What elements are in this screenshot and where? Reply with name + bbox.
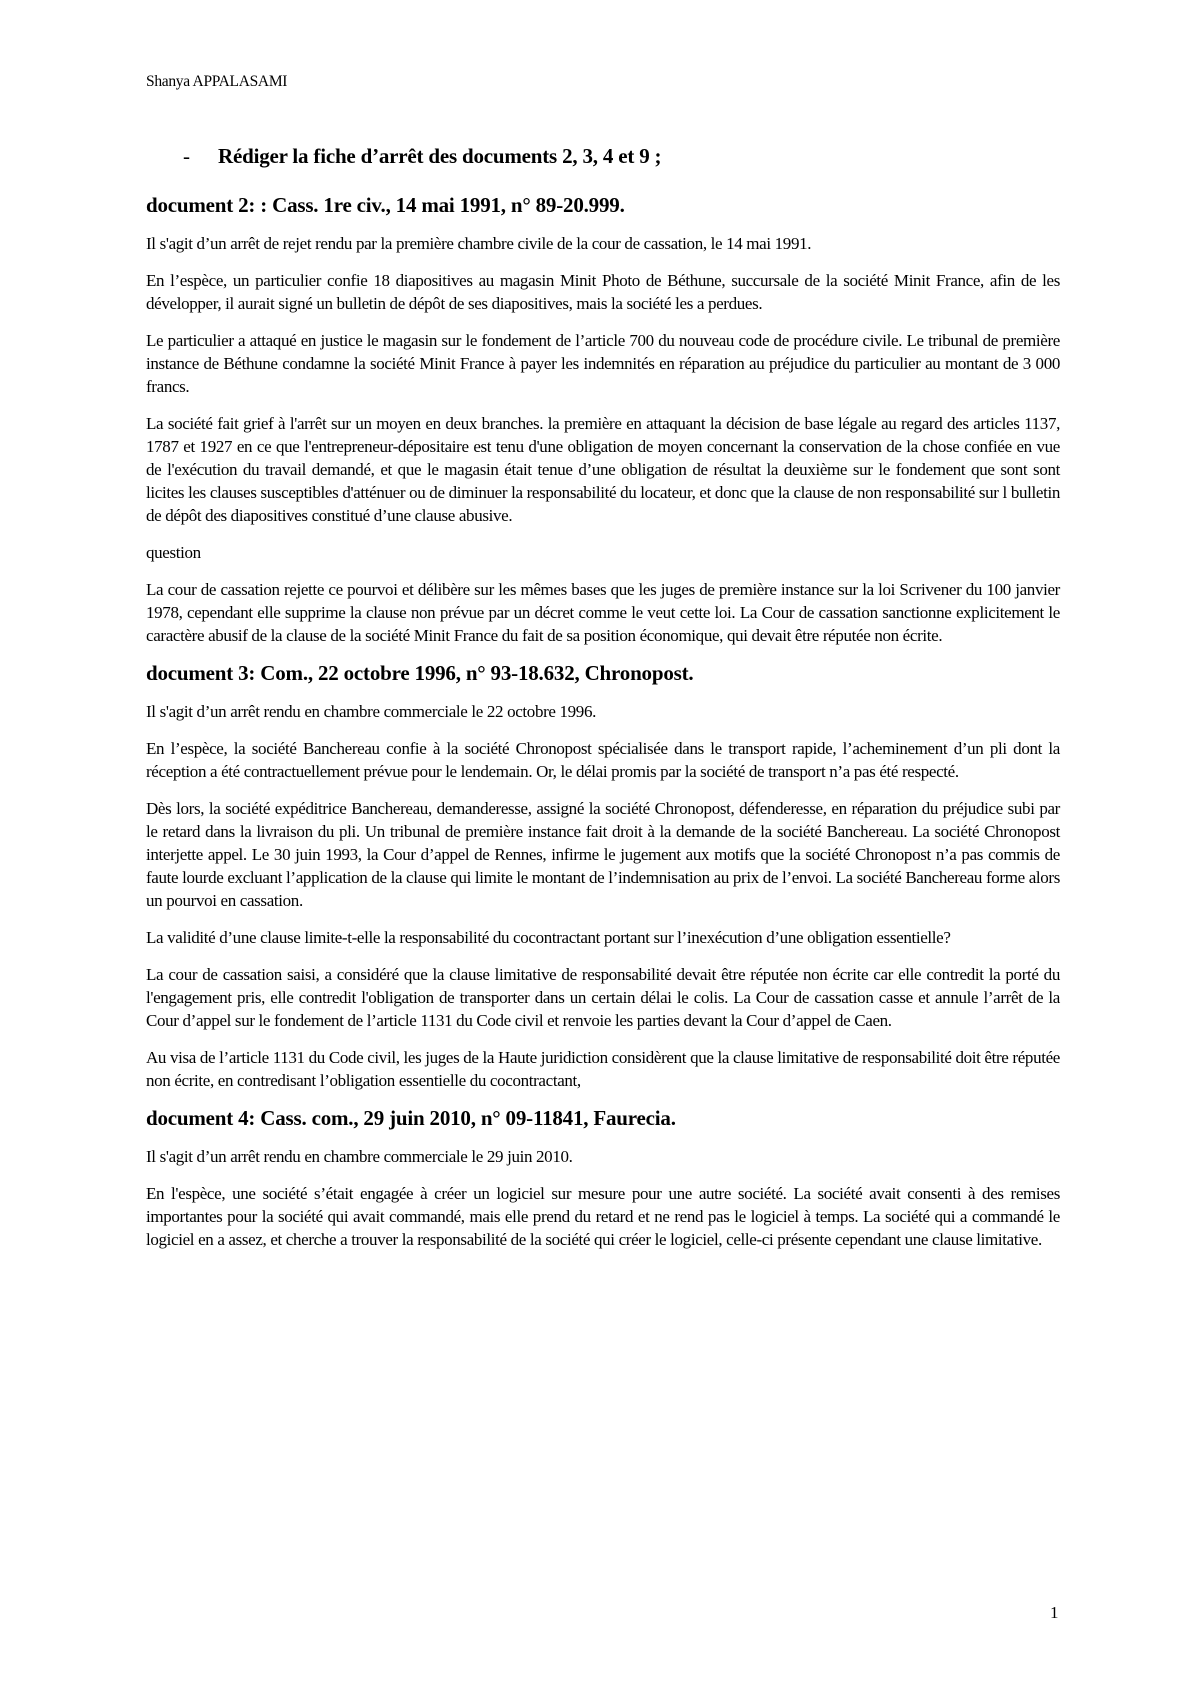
list-dash: - — [183, 144, 190, 168]
author-name: Shanya APPALASAMI — [146, 73, 288, 90]
paragraph: La cour de cassation saisi, a considéré que la clause limitative de responsabilité devait être réputée non écrite car elle contredit la porté du l'engagement pris, elle contredit l'obligation de transporter dans un certain délai le colis. La Cour de cassation casse et annule l’arrêt de la Cour d’appel sur le fondement de l’article 1131 du Code civil et renvoie les parties devant la Cour d’appel de Caen. — [146, 965, 1060, 1030]
paragraph: Il s'agit d’un arrêt rendu en chambre commerciale le 29 juin 2010. — [146, 1147, 573, 1166]
document-3-section — [146, 661, 1060, 1092]
task-label: Rédiger la fiche d’arrêt des documents 2, 3, 4 et 9 ; — [218, 144, 662, 168]
document-4-section — [146, 1106, 1060, 1251]
document-2-section — [146, 193, 1060, 647]
paragraph: Dès lors, la société expéditrice Banchereau, demanderesse, assigné la société Chronopost, défenderesse, en réparation du préjudice subi par le retard dans la livraison du pli. Un tribunal de première instance fait droit à la demande de la société Banchereau. La société Chronopost interjette appel. Le 30 juin 1993, la Cour d’appel de Rennes, infirme le jugement aux motifs que la société Chronopost n’a pas commis de faute lourde excluant l’application de la clause qui limite le montant de l’indemnisation au prix de l’envoi. La société Banchereau forme alors un pourvoi en cassation. — [146, 799, 1060, 910]
paragraph: question — [146, 543, 201, 562]
document-3-heading: document 3: Com., 22 octobre 1996, n° 93-18.632, Chronopost. — [146, 661, 694, 685]
paragraph: En l’espèce, un particulier confie 18 diapositives au magasin Minit Photo de Béthune, succursale de la société Minit France, afin de les développer, il aurait signé un bulletin de dépôt de ses diapositives, mais la société les a perdues. — [146, 271, 1060, 313]
page-content — [146, 144, 1060, 1265]
paragraph: La société fait grief à l'arrêt sur un moyen en deux branches. la première en attaquant la décision de base légale au regard des articles 1137, 1787 et 1927 en ce que l'entrepreneur-dépositaire est tenu d'une obligation de moyen concernant la conservation de la chose confiée en vue de l'exécution du travail demandé, et que le magasin était tenue d’une obligation de résultat la deuxième sur le fondement que sont sont licites les clauses susceptibles d'atténuer ou de diminuer la responsabilité du locateur, et donc que la clause de non responsabilité sur l bulletin de dépôt des diapositives constitué d’une clause abusive. — [146, 414, 1060, 525]
paragraph: Le particulier a attaqué en justice le magasin sur le fondement de l’article 700 du nouveau code de procédure civile. Le tribunal de première instance de Béthune condamne la société Minit France à payer les indemnités en réparation au préjudice du particulier au montant de 3 000 francs. — [146, 331, 1060, 396]
task-instruction — [146, 144, 1060, 169]
document-4-heading: document 4: Cass. com., 29 juin 2010, n° 09-11841, Faurecia. — [146, 1106, 676, 1130]
paragraph: Au visa de l’article 1131 du Code civil, les juges de la Haute juridiction considèrent que la clause limitative de responsabilité doit être réputée non écrite, en contredisant l’obligation essentielle du cocontractant, — [146, 1048, 1060, 1090]
paragraph: La validité d’une clause limite-t-elle la responsabilité du cocontractant portant sur l’inexécution d’une obligation essentielle? — [146, 928, 951, 947]
paragraph: Il s'agit d’un arrêt rendu en chambre commerciale le 22 octobre 1996. — [146, 702, 596, 721]
page-number: 1 — [1050, 1603, 1059, 1622]
paragraph: La cour de cassation rejette ce pourvoi et délibère sur les mêmes bases que les juges de première instance sur la loi Scrivener du 100 janvier 1978, cependant elle supprime la clause non prévue par un décret comme le veut cette loi. La Cour de cassation sanctionne explicitement le caractère abusif de la clause de la société Minit France du fait de sa position économique, qui devait être réputée non écrite. — [146, 580, 1060, 645]
paragraph: En l’espèce, la société Banchereau confie à la société Chronopost spécialisée dans le transport rapide, l’acheminement d’un pli dont la réception a été contractuellement prévue pour le lendemain. Or, le délai promis par la société de transport n’a pas été respecté. — [146, 739, 1060, 781]
document-2-heading: document 2: : Cass. 1re civ., 14 mai 1991, n° 89-20.999. — [146, 193, 625, 217]
paragraph: Il s'agit d’un arrêt de rejet rendu par la première chambre civile de la cour de cassation, le 14 mai 1991. — [146, 234, 812, 253]
paragraph: En l'espèce, une société s’était engagée à créer un logiciel sur mesure pour une autre société. La société avait consenti à des remises importantes pour la société qui avait commandé, mais elle prend du retard et ne rend pas le logiciel à temps. La société qui a commandé le logiciel en a assez, et cherche a trouver la responsabilité de la société qui créer le logiciel, celle-ci présente cependant une clause limitative. — [146, 1184, 1060, 1249]
